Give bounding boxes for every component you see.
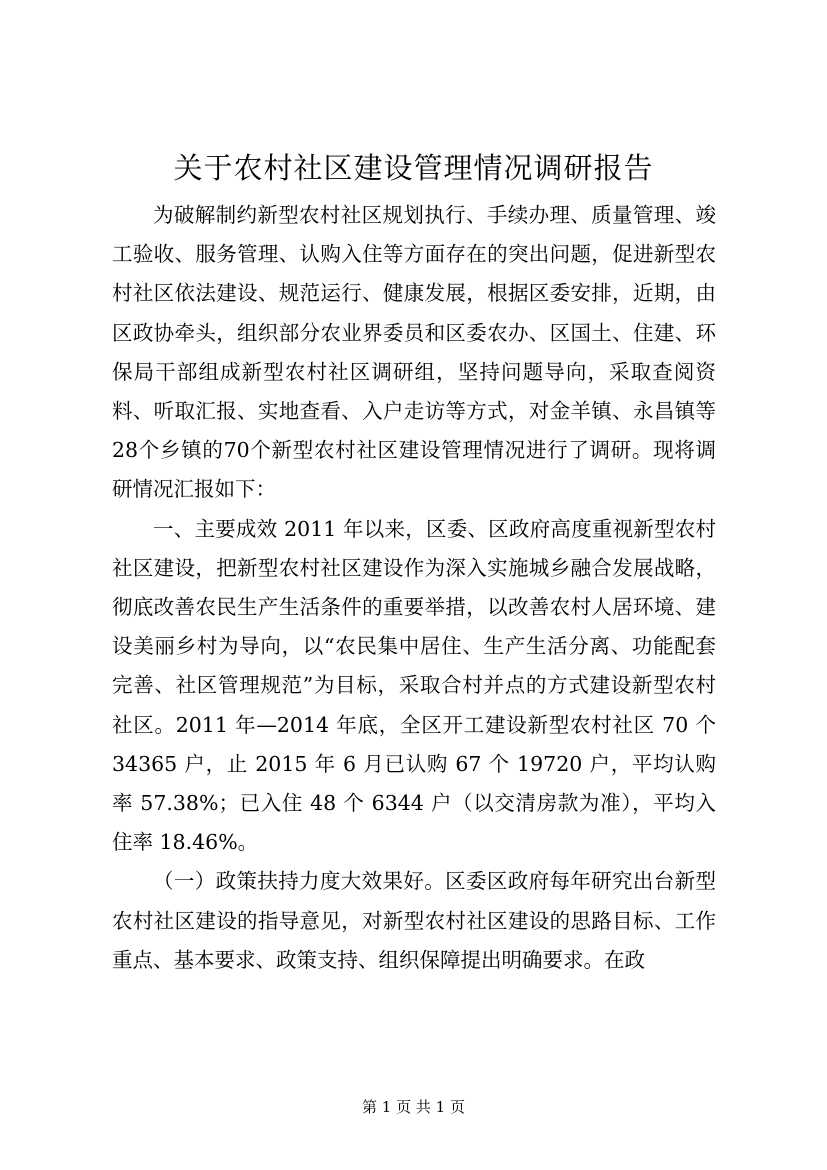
document-body [112,196,716,980]
paragraph-intro: 为破解制约新型农村社区规划执行、手续办理、质量管理、竣工验收、服务管理、认购入住等方面存在的突出问题，促进新型农村社区依法建设、规范运行、健康发展，根据区委安排，近期，由区政协牵头，组织部分农业界委员和区委农办、区国土、住建、环保局干部组成新型农村社区调研组，坚持问题导向，采取查阅资料、听取汇报、实地查看、入户走访等方式，对金羊镇、永昌镇等28个乡镇的70个新型农村社区建设管理情况进行了调研。现将调研情况汇报如下： [112,203,716,502]
paragraph-policy-support: （一）政策扶持力度大效果好。区委区政府每年研究出台新型农村社区建设的指导意见，对新型农村社区建设的思路目标、工作重点、基本要求、政策支持、组织保障提出明确要求。在政 [112,869,716,972]
paragraph-main-results: 一、主要成效 2011 年以来，区委、区政府高度重视新型农村社区建设，把新型农村社区建设作为深入实施城乡融合发展战略，彻底改善农民生产生活条件的重要举措，以改善农村人居环境、建设美丽乡村为导向，以“农民集中居住、生产生活分离、功能配套完善、社区管理规范”为目标，采取合村并点的方式建设新型农村社区。2011 年—2014 年底，全区开工建设新型农村社区 70 个 34365 户，止 2015 年 6 月已认购 67 个 19720 户，平均认购率 57.38%；已入住 48 个 6344 户（以交清房款为准），平均入住率 18.46%。 [112,516,716,855]
document-title: 关于农村社区建设管理情况调研报告 [173,151,654,185]
page-footer: 第 1 页 共 1 页 [362,1098,465,1116]
